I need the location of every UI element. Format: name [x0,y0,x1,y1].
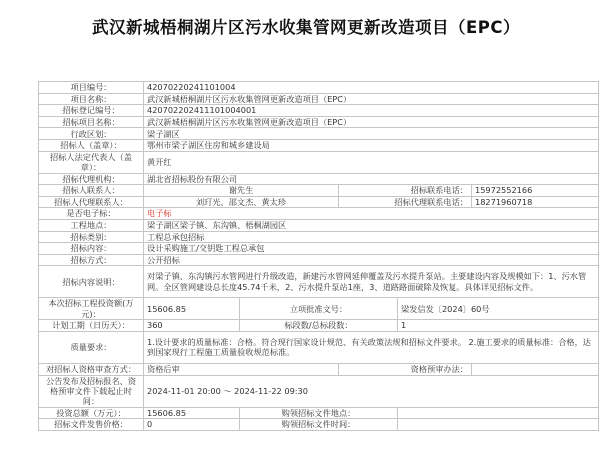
row-doc-price [39,419,599,431]
value-doc-price: 0 [144,419,240,431]
row-period [39,375,599,407]
value-project-no: 42070220241101004 [144,82,599,94]
value-tender-reg-no: 420702202411101004001 [144,105,599,117]
row-category [39,231,599,243]
label-prequal: 资格预审办法： [339,363,472,375]
label-legal-rep: 招标人法定代表人（盖章）： [39,151,144,173]
label-location: 工程地点： [39,219,144,231]
value-quality: 1.设计要求的质量标准：合格。符合现行国家设计规范、有关政策法规和招标文件要求。 2.施工要求的质量标准：合格，达到国家现行工程施工质量验收规范标准。 [144,331,599,363]
value-location: 梁子湖区梁子镇、东沟镇、梧桐湖园区 [144,219,599,231]
row-investment [39,298,599,320]
value-section: 1 [398,320,599,332]
label-review-method: 对招标人资格审查方式： [39,363,144,375]
label-project-no: 项目编号： [39,82,144,94]
value-prequal [472,363,599,375]
row-district [39,128,599,140]
label-tender-project-name: 招标项目名称： [39,116,144,128]
row-review-method [39,363,599,375]
label-project-name: 项目名称： [39,93,144,105]
value-period: 2024-11-01 20:00 ～ 2024-11-22 09:30 [144,375,599,407]
row-project-no [39,82,599,94]
label-scope: 招标内容说明： [39,266,144,298]
value-content: 设计采购施工/交钥匙工程总承包 [144,243,599,255]
value-project-name: 武汉新城梧桐湖片区污水收集管网更新改造项目（EPC） [144,93,599,105]
value-total-investment: 15606.85 [144,407,240,419]
label-quality: 质量要求： [39,331,144,363]
value-duration: 360 [144,320,240,332]
row-contact [39,185,599,197]
label-district: 行政区划： [39,128,144,140]
value-contact-phone: 15972552166 [472,185,599,197]
label-contact: 招标人联系人： [39,185,144,197]
row-e-tender [39,208,599,220]
label-contact-phone: 招标联系电话： [339,185,472,197]
value-agent-contact: 刘玎光、邵文杰、黄太珍 [144,196,339,208]
value-investment: 15606.85 [144,298,240,320]
label-e-tender: 是否电子标： [39,208,144,220]
row-tender-reg-no [39,105,599,117]
value-district: 梁子湖区 [144,128,599,140]
label-method: 招标方式： [39,254,144,266]
value-agency: 湖北省招标股份有限公司 [144,173,599,185]
label-category: 招标类别： [39,231,144,243]
value-tender-project-name: 武汉新城梧桐湖片区污水收集管网更新改造项目（EPC） [144,116,599,128]
label-doc-price: 招标文件发售价格： [39,419,144,431]
value-contact: 谢先生 [144,185,339,197]
label-investment: 本次招标工程投资额(万元)： [39,298,144,320]
row-legal-rep [39,151,599,173]
row-method [39,254,599,266]
row-project-name [39,93,599,105]
row-content [39,243,599,255]
row-tenderer [39,139,599,151]
label-duration: 计划工期（日历天）： [39,320,144,332]
value-tenderer: 鄂州市梁子湖区住房和城乡建设局 [144,139,599,151]
label-section: 标段数/总标段数： [240,320,398,332]
label-buy-time: 购领招标文件时间： [240,419,398,431]
value-approval: 梁发信发〔2024〕60号 [398,298,599,320]
value-buy-place [398,407,599,419]
label-approval: 立项批准文号： [240,298,398,320]
value-category: 工程总承包招标 [144,231,599,243]
label-tenderer: 招标人（盖章）： [39,139,144,151]
row-duration [39,320,599,332]
label-total-investment: 投资总额（万元）： [39,407,144,419]
project-info-table [38,81,599,431]
value-method: 公开招标 [144,254,599,266]
value-legal-rep: 黄开红 [144,151,599,173]
label-period: 公告发布及招标报名、资格预审文件下载起止时间： [39,375,144,407]
label-tender-reg-no: 招标登记编号： [39,105,144,117]
page-title: 武汉新城梧桐湖片区污水收集管网更新改造项目（EPC） [92,18,520,37]
label-buy-place: 购领招标文件地点： [240,407,398,419]
value-agent-phone: 18271960718 [472,196,599,208]
value-scope: 对梁子镇、东沟镇污水管网进行升级改造，新建污水管网延伸覆盖及污水提升泵站。主要建设内容及规模如下：1、污水管网。全区管网建设总长度45.74千米，2、污水提升泵站1座，3、道路路面破除及恢复。具体详见招标文件。 [144,266,599,298]
label-agent-phone: 招标代理联系电话： [339,196,472,208]
row-agency [39,173,599,185]
label-agency: 招标代理机构： [39,173,144,185]
row-agent-contact [39,196,599,208]
label-content: 招标内容： [39,243,144,255]
value-review-method: 资格后审 [144,363,339,375]
row-scope [39,266,599,298]
row-location [39,219,599,231]
row-tender-project-name [39,116,599,128]
value-buy-time [398,419,599,431]
row-total-investment [39,407,599,419]
row-quality [39,331,599,363]
label-agent-contact: 招标人代理联系人： [39,196,144,208]
value-e-tender: 电子标 [144,208,599,220]
